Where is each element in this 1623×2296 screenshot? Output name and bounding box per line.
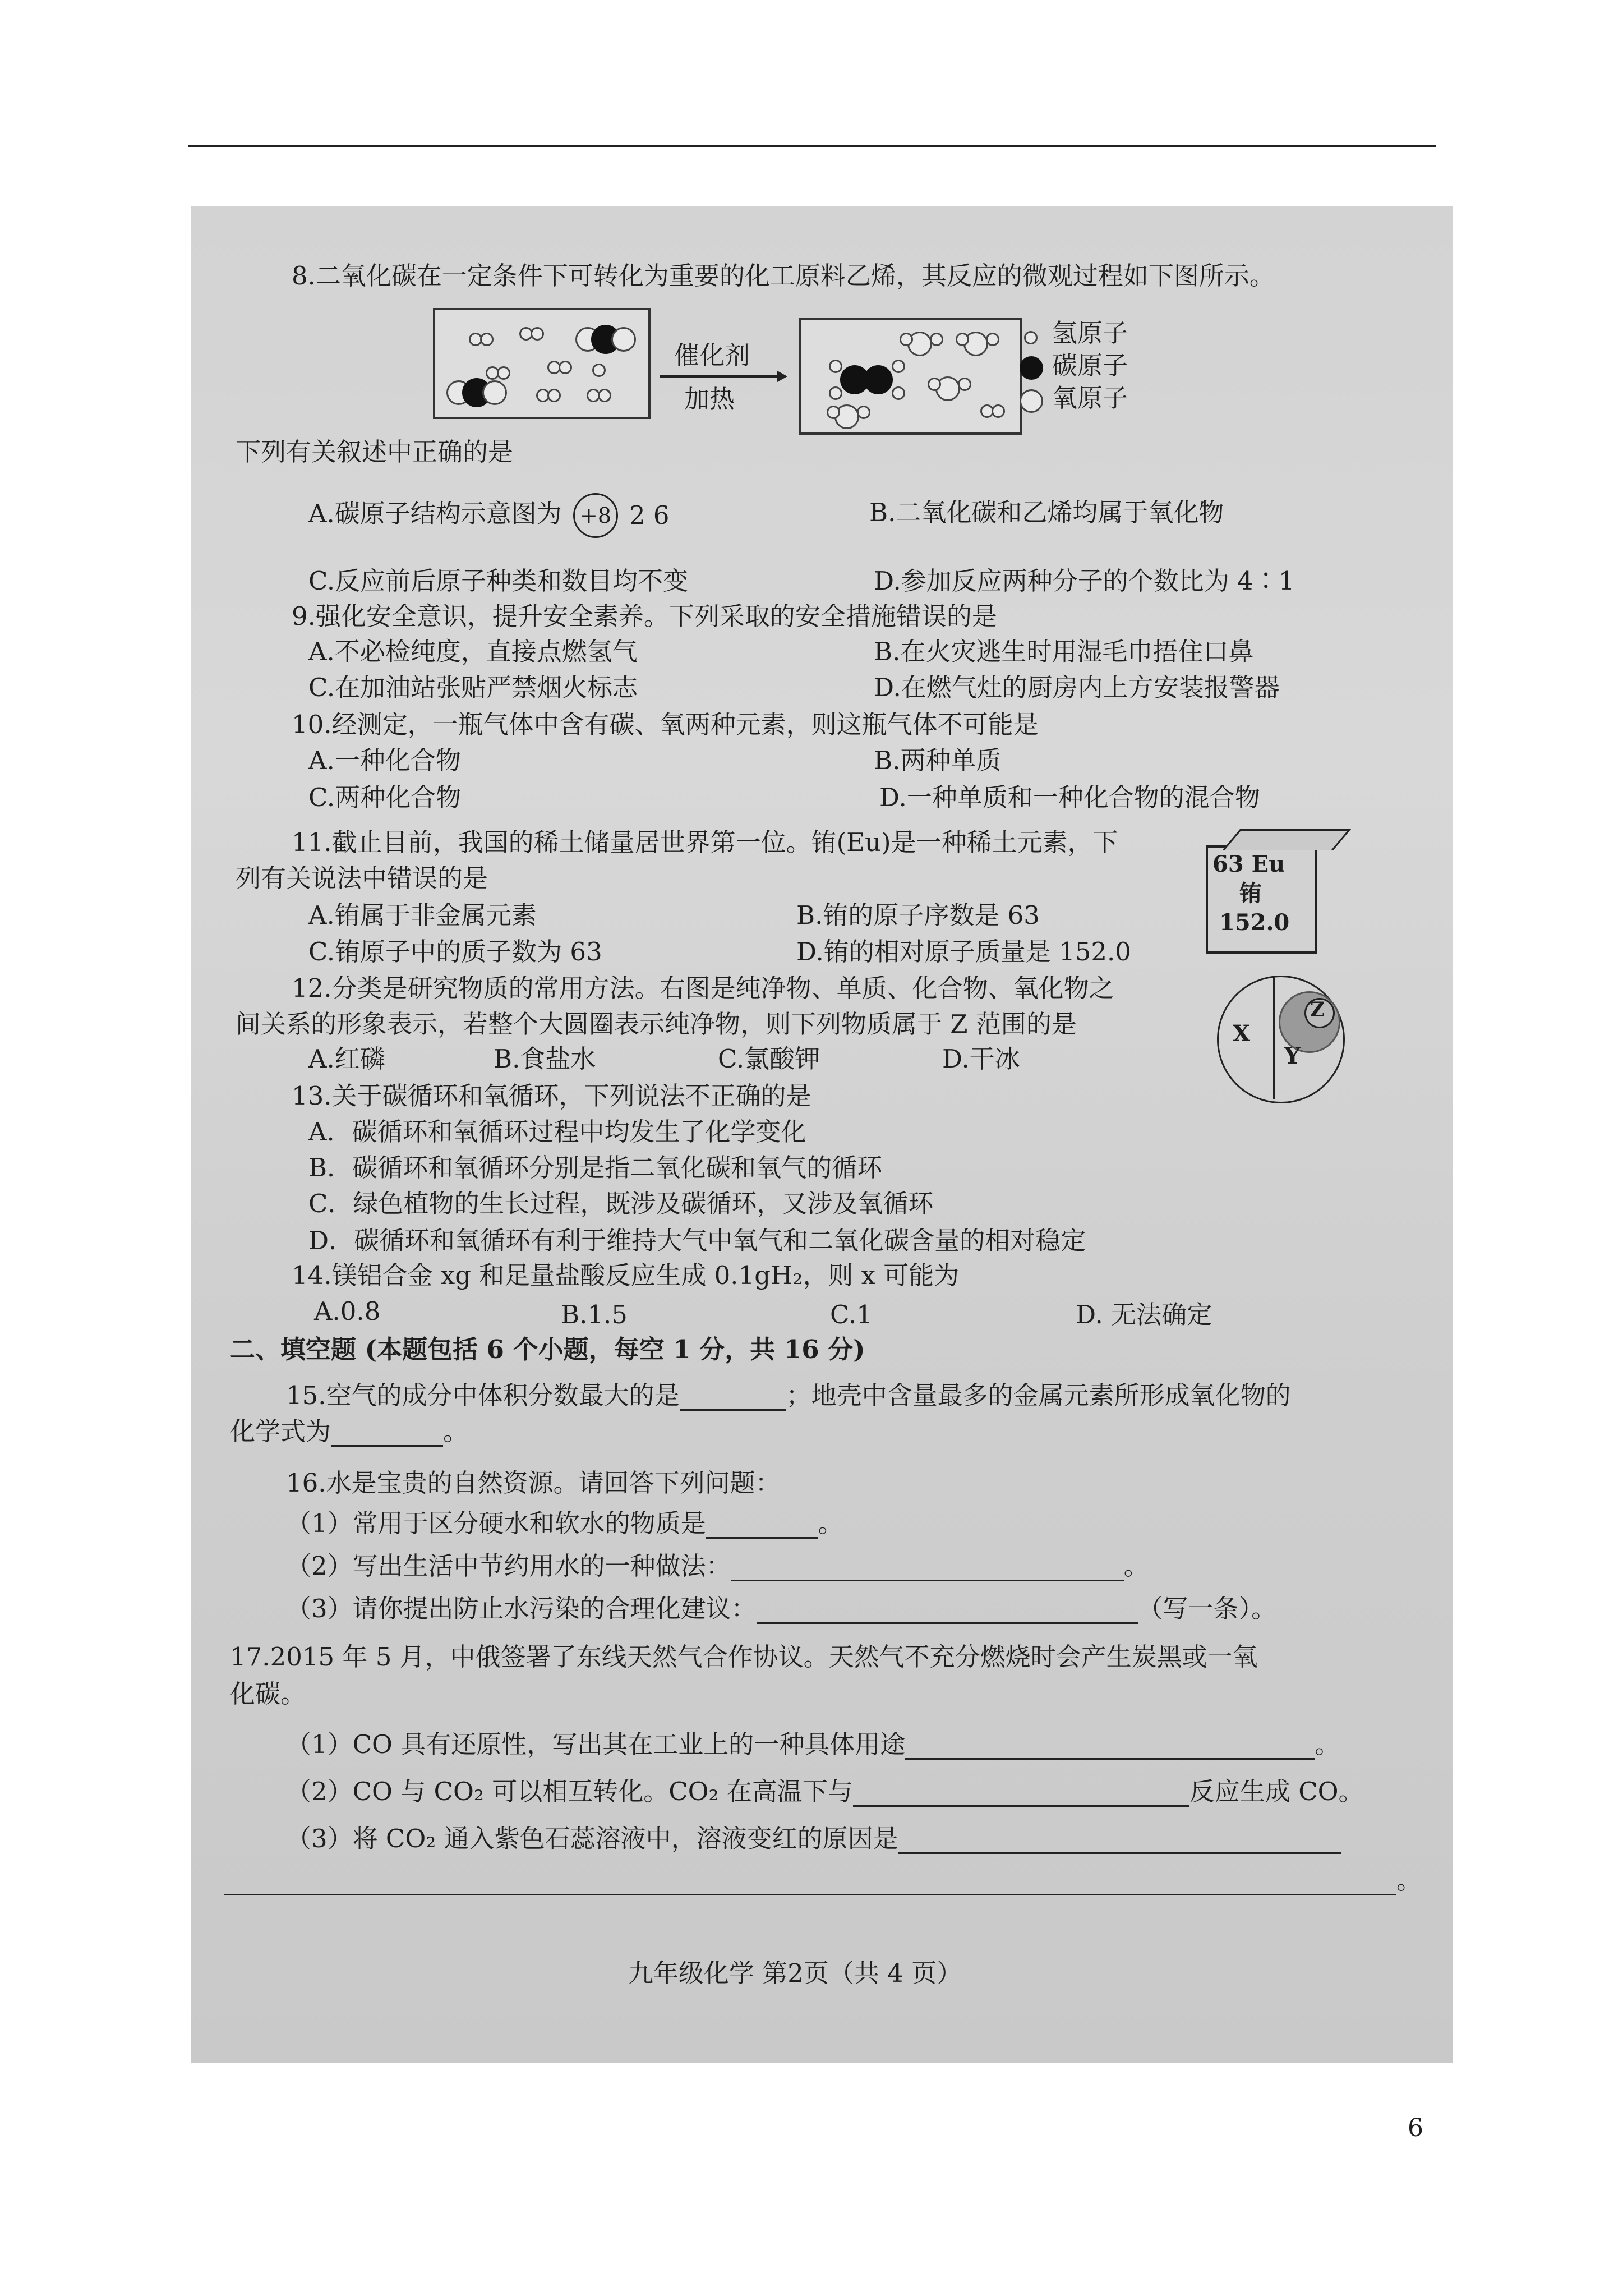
q16-blank-3[interactable]	[757, 1600, 1138, 1624]
q17-part1-period: 。	[1315, 1729, 1340, 1759]
oxygen-atom	[611, 327, 636, 352]
q11-option-d: D.铕的相对原子质量是 152.0	[796, 937, 1131, 967]
q16-part1-period: 。	[818, 1508, 843, 1538]
carbon-nucleus-diagram: +8	[573, 493, 618, 538]
q13-option-a: A．碳循环和氧循环过程中均发生了化学变化	[308, 1117, 806, 1147]
q16-part2-text: （2）写出生活中节约用水的一种做法：	[286, 1551, 731, 1581]
q9-option-a: A.不必检纯度，直接点燃氢气	[308, 637, 638, 666]
hydrogen-atom	[928, 378, 941, 391]
reactants-box	[433, 308, 651, 419]
classification-venn-diagram	[1217, 976, 1346, 1105]
q13-option-d: D．碳循环和氧循环有利于维持大气中氧气和二氧化碳含量的相对稳定	[308, 1226, 1086, 1255]
hydrogen-atom	[480, 333, 494, 346]
hydrogen-atom	[958, 378, 971, 391]
q11-option-c: C.铕原子中的质子数为 63	[308, 937, 602, 967]
q8-option-d: D.参加反应两种分子的个数比为 4∶1	[874, 566, 1295, 596]
q16-blank-2[interactable]	[731, 1557, 1124, 1581]
element-card-top	[1223, 829, 1352, 850]
q16-part1-text: （1）常用于区分硬水和软水的物质是	[286, 1508, 706, 1538]
arrow-condition-bottom: 加热	[684, 384, 735, 414]
q17-blank-3[interactable]	[898, 1830, 1341, 1854]
q17-part1-text: （1）CO 具有还原性，写出其在工业上的一种具体用途	[286, 1729, 906, 1759]
q15-line2	[230, 1416, 468, 1447]
q16-blank-1[interactable]	[706, 1515, 818, 1539]
q13-option-b: B．碳循环和氧循环分别是指二氧化碳和氧气的循环	[308, 1153, 883, 1182]
q17-part3	[286, 1824, 1341, 1854]
q8-stem: 8.二氧化碳在一定条件下可转化为重要的化工原料乙烯，其反应的微观过程如下图所示。	[292, 261, 1275, 291]
q17-stem-line1: 17.2015 年 5 月，中俄签署了东线天然气合作协议。天然气不充分燃烧时会产生炭黑或一氧	[230, 1642, 1258, 1672]
q11-option-b: B.铕的原子序数是 63	[796, 900, 1040, 930]
hydrogen-atom	[986, 333, 999, 346]
q17-part2	[286, 1777, 1364, 1807]
hydrogen-atom	[992, 404, 1005, 418]
element-mass: 152.0	[1219, 909, 1290, 936]
hydrogen-atom	[827, 406, 840, 419]
page-footer: 九年级化学 第2页（共 4 页）	[628, 1958, 962, 1988]
q16-part3	[286, 1594, 1276, 1624]
q14-option-c: C.1	[830, 1300, 873, 1329]
q16-part3-tail: （写一条）。	[1137, 1594, 1277, 1623]
q17-blank-3-continued[interactable]	[224, 1871, 1396, 1895]
page-number: 6	[1408, 2114, 1423, 2142]
electron-shells: 2 6	[629, 500, 670, 530]
label-z: Z	[1310, 998, 1325, 1022]
q17-part3-text: （3）将 CO₂ 通入紫色石蕊溶液中，溶液变红的原因是	[286, 1824, 898, 1853]
q12-stem-line2: 间关系的形象表示，若整个大圆圈表示纯净物，则下列物质属于 Z 范围的是	[236, 1009, 1077, 1039]
hydrogen-atom	[930, 333, 943, 346]
q17-part1	[286, 1729, 1340, 1760]
q9-stem: 9.强化安全意识，提升安全素养。下列采取的安全措施错误的是	[292, 601, 997, 631]
q15-blank-1[interactable]	[680, 1387, 786, 1411]
q8-option-a: A.碳原子结构示意图为	[308, 499, 562, 528]
q15-text-c: 化学式为	[230, 1416, 331, 1446]
q17-blank-1[interactable]	[905, 1736, 1315, 1760]
q11-option-a: A.铕属于非金属元素	[308, 900, 537, 930]
hydrogen-atom	[892, 360, 905, 373]
q12-option-d: D.干冰	[942, 1044, 1020, 1074]
q16-part1	[286, 1508, 843, 1539]
q14-option-d: D. 无法确定	[1076, 1300, 1212, 1329]
q10-option-b: B.两种单质	[874, 746, 1002, 775]
q10-stem: 10.经测定，一瓶气体中含有碳、氧两种元素，则这瓶气体不可能是	[292, 710, 1039, 739]
q15-period: 。	[443, 1416, 469, 1446]
q12-option-c: C.氯酸钾	[718, 1044, 820, 1074]
q11-stem-line1: 11.截止目前，我国的稀土储量居世界第一位。铕(Eu)是一种稀土元素，下	[292, 827, 1118, 857]
carbon-atom	[864, 365, 893, 394]
q12-stem-line1: 12.分类是研究物质的常用方法。右图是纯净物、单质、化合物、氧化物之	[292, 973, 1114, 1003]
element-number-symbol: 63 Eu	[1212, 851, 1285, 877]
hydrogen-atom	[592, 364, 606, 377]
hydrogen-atom	[829, 386, 842, 400]
exam-photo	[191, 206, 1453, 2063]
q9-option-b: B.在火灾逃生时用湿毛巾捂住口鼻	[874, 637, 1254, 666]
q15-line1	[286, 1381, 1291, 1411]
q14-stem: 14.镁铝合金 xg 和足量盐酸反应生成 0.1gH₂，则 x 可能为	[292, 1260, 960, 1290]
circle-divider	[1273, 976, 1275, 1099]
q13-option-c: C．绿色植物的生长过程，既涉及碳循环，又涉及氧循环	[308, 1189, 934, 1218]
hydrogen-atom	[598, 389, 611, 402]
carbon-atom-legend-icon	[1020, 356, 1043, 380]
europium-element-card	[1206, 829, 1335, 952]
q14-option-a: A.0.8	[314, 1296, 381, 1326]
q11-stem-line2: 列有关说法中错误的是	[236, 863, 488, 893]
q8-prompt: 下列有关叙述中正确的是	[236, 437, 514, 467]
q9-option-d: D.在燃气灶的厨房内上方安装报警器	[874, 673, 1280, 702]
reaction-arrow	[660, 375, 783, 378]
hydrogen-atom	[900, 333, 913, 346]
hydrogen-atom-legend-icon	[1024, 331, 1038, 344]
q8-option-b: B.二氧化碳和乙烯均属于氧化物	[869, 498, 1224, 527]
hydrogen-atom	[547, 389, 561, 402]
hydrogen-atom	[497, 366, 510, 380]
q10-option-a: A.一种化合物	[308, 746, 461, 775]
q8-option-c: C.反应前后原子种类和数目均不变	[308, 566, 689, 596]
q17-part2-text: （2）CO 与 CO₂ 可以相互转化。CO₂ 在高温下与	[286, 1777, 853, 1806]
hydrogen-atom	[857, 406, 870, 419]
q12-option-b: B.食盐水	[494, 1044, 596, 1074]
oxygen-atom-legend-icon	[1020, 389, 1043, 413]
q12-option-a: A.红磷	[308, 1044, 385, 1074]
q15-text-a: 15.空气的成分中体积分数最大的是	[286, 1381, 680, 1410]
q16-stem: 16.水是宝贵的自然资源。请回答下列问题：	[286, 1468, 781, 1498]
q15-blank-2[interactable]	[331, 1423, 443, 1447]
q16-part2	[286, 1551, 1149, 1581]
q17-part3-period: 。	[1396, 1865, 1422, 1895]
q10-option-c: C.两种化合物	[308, 783, 462, 812]
q16-part2-period: 。	[1123, 1551, 1149, 1581]
products-box	[799, 318, 1022, 435]
label-y: Y	[1284, 1043, 1301, 1069]
q15-text-b: ；地壳中含量最多的金属元素所形成氧化物的	[786, 1381, 1291, 1410]
q10-option-d: D.一种单质和一种化合物的混合物	[879, 783, 1260, 812]
hydrogen-atom	[829, 360, 842, 373]
q17-part2-tail: 反应生成 CO。	[1189, 1777, 1364, 1806]
label-x: X	[1233, 1020, 1251, 1047]
legend-carbon: 碳原子	[1052, 351, 1128, 380]
hydrogen-atom	[892, 386, 905, 400]
q9-option-c: C.在加油站张贴严禁烟火标志	[308, 673, 638, 702]
oxygen-atom	[482, 380, 507, 405]
element-name: 铕	[1239, 880, 1262, 907]
legend-oxygen: 氧原子	[1052, 383, 1128, 413]
hydrogen-atom	[559, 361, 572, 374]
q16-part3-text: （3）请你提出防止水污染的合理化建议：	[286, 1594, 757, 1623]
q14-option-b: B.1.5	[561, 1300, 628, 1329]
q17-blank-2[interactable]	[853, 1783, 1189, 1807]
q13-stem: 13.关于碳循环和氧循环，下列说法不正确的是	[292, 1081, 811, 1111]
legend-hydrogen: 氢原子	[1052, 318, 1128, 348]
q17-part3-continued	[224, 1865, 1422, 1895]
q17-stem-line2: 化碳。	[230, 1679, 306, 1709]
hydrogen-atom	[531, 327, 544, 341]
arrow-head-icon	[777, 371, 787, 382]
arrow-condition-top: 催化剂	[674, 341, 750, 370]
header-rule	[188, 145, 1436, 147]
section-2-heading: 二、填空题 (本题包括 6 个小题，每空 1 分，共 16 分)	[230, 1335, 865, 1364]
hydrogen-atom	[956, 333, 969, 346]
